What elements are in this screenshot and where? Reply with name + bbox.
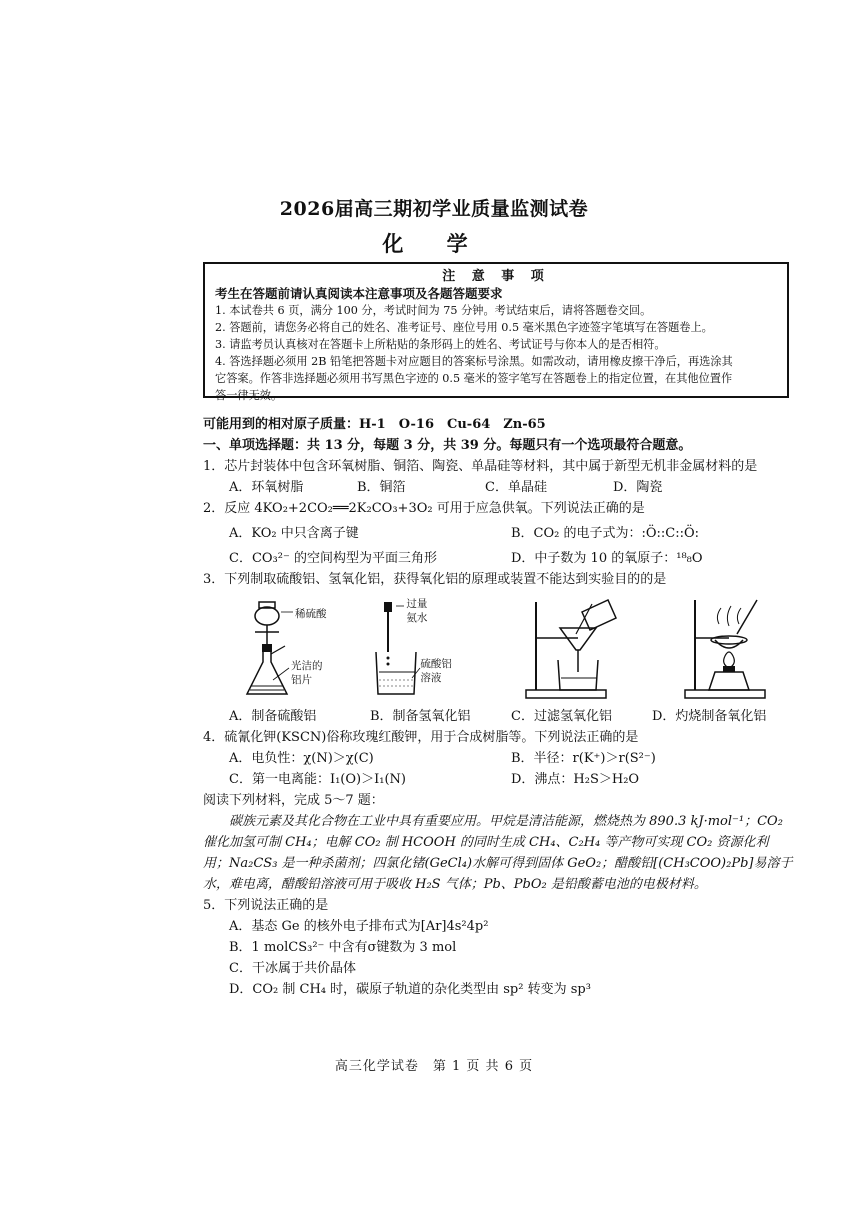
notice-item: 它答案。作答非选择题必须用书写黑色字迹的 0.5 毫米的签字笔写在答题卷上的指定位置，在其他位置作 — [215, 372, 733, 385]
option-a: A．电负性：χ(N)＞χ(C) — [229, 751, 374, 766]
question-4-options-row2 — [203, 769, 793, 790]
option-c: C．干冰属于共价晶体 — [229, 961, 356, 976]
option-a: A．制备硫酸铝 — [229, 709, 317, 724]
option-d: D．沸点：H₂S＞H₂O — [511, 772, 640, 787]
notice-item: 3. 请监考员认真核对在答题卡上所粘贴的条形码上的姓名、考试证号与你本人的是否相符。 — [215, 338, 666, 351]
option-b: B．半径：r(K⁺)＞r(S²⁻) — [511, 751, 656, 766]
option-a: A．基态 Ge 的核外电子排布式为[Ar]4s²4p² — [229, 919, 489, 934]
notice-subtitle: 考生在答题前请认真阅读本注意事项及各题答题要求 — [215, 286, 503, 301]
page-footer: 高三化学试卷 第 1 页 共 6 页 — [334, 1059, 534, 1074]
option-d: D．灼烧制备氧化铝 — [652, 709, 767, 724]
question-2-options-row2 — [203, 548, 793, 569]
exam-body — [203, 414, 793, 1000]
option-b: B．制备氢氧化铝 — [370, 709, 471, 724]
option-b: B．铜箔 — [357, 480, 406, 495]
reading-intro: 阅读下列材料，完成 5～7 题： — [203, 793, 384, 808]
exam-title: 2026届高三期初学业质量监测试卷 — [279, 198, 589, 220]
atomic-mass: 可能用到的相对原子质量：H-1 O-16 Cu-64 Zn-65 — [203, 417, 546, 432]
notice-title: 注 意 事 项 — [442, 269, 550, 284]
reading-material: 碳族元素及其化合物在工业中具有重要应用。甲烷是清洁能源，燃烧热为 890.3 kJ·mol⁻¹；CO₂ 催化加氢可制 CH₄；电解 CO₂ 制 HCOOH 的同时生成 CH₄、C₂H₄ 等产物可实现 CO₂ 资源化利用；Na₂CS₃ 是一种杀菌剂；四氯化锗(GeCl₄)水解可得到固体 GeO₂；醋酸铅[(CH₃COO)₂Pb]易溶于水，难电离，醋酸铅溶液可用于吸收 H₂S 气体；Pb、PbO₂ 是铅酸蓄电池的电极材料。 — [203, 814, 793, 892]
notice-item: 1. 本试卷共 6 页，满分 100 分，考试时间为 75 分钟。考试结束后，请将答题卷交回。 — [215, 304, 652, 317]
notice-item: 答一律无效。 — [215, 389, 283, 402]
notice-box — [203, 262, 789, 402]
option-c: C．第一电离能：I₁(O)＞I₁(N) — [229, 772, 406, 787]
figure-b-label: 溶液 — [420, 672, 442, 684]
exam-subject: 化 学 — [382, 231, 486, 256]
option-c: C．过滤氢氧化铝 — [511, 709, 612, 724]
question-3-stem: 3．下列制取硫酸铝、氢氧化铝，获得氧化铝的原理或装置不能达到实验目的的是 — [203, 572, 667, 587]
figure-a-label: 光洁的 — [291, 660, 323, 672]
figure-a-label: 稀硫酸 — [295, 608, 327, 620]
option-c: C．单晶硅 — [485, 480, 547, 495]
option-d: D．CO₂ 制 CH₄ 时，碳原子轨道的杂化类型由 sp² 转变为 sp³ — [229, 982, 591, 997]
option-b: B．1 molCS₃²⁻ 中含有σ键数为 3 mol — [229, 940, 457, 955]
question-1-options — [203, 477, 793, 498]
question-4-stem: 4．硫氰化钾(KSCN)俗称玫瑰红酸钾，用于合成树脂等。下列说法正确的是 — [203, 730, 639, 745]
figure-b-label: 氨水 — [406, 612, 428, 624]
figure-a-flask — [229, 594, 357, 702]
question-4-options-row1 — [203, 748, 793, 769]
option-d: D．中子数为 10 的氧原子：¹⁸₈O — [511, 551, 703, 566]
figure-a-label: 铝片 — [291, 674, 312, 686]
figure-b-label: 过量 — [406, 598, 428, 610]
figure-b-beaker — [374, 594, 502, 702]
question-3-options — [203, 706, 793, 727]
question-1-stem: 1．芯片封装体中包含环氧树脂、铜箔、陶瓷、单晶硅等材料，其中属于新型无机非金属材料的是 — [203, 459, 758, 474]
figure-d-crucible — [665, 594, 793, 702]
figure-c-filtration — [520, 594, 648, 702]
option-a: A．KO₂ 中只含离子键 — [229, 526, 359, 541]
option-a: A．环氧树脂 — [229, 480, 304, 495]
question-5-stem: 5．下列说法正确的是 — [203, 898, 329, 913]
question-2-options-row1 — [203, 523, 793, 544]
option-d: D．陶瓷 — [613, 480, 663, 495]
section-heading: 一、单项选择题：共 13 分，每题 3 分，共 39 分。每题只有一个选项最符合题意。 — [203, 438, 692, 453]
notice-item: 4. 答选择题必须用 2B 铅笔把答题卡对应题目的答案标号涂黑。如需改动，请用橡皮擦干净后，再选涂其 — [215, 355, 733, 368]
question-2-stem: 2．反应 4KO₂+2CO₂══2K₂CO₃+3O₂ 可用于应急供氧。下列说法正确的是 — [203, 501, 645, 516]
option-c: C．CO₃²⁻ 的空间构型为平面三角形 — [229, 551, 437, 566]
notice-item: 2. 答题前，请您务必将自己的姓名、准考证号、座位号用 0.5 毫米黑色字迹签字笔填写在答题卷上。 — [215, 321, 713, 334]
option-b: B．CO₂ 的电子式为：:Ö::C::Ö: — [511, 526, 700, 541]
figure-b-label: 硫酸铝 — [420, 658, 452, 670]
question-3-figures — [203, 594, 793, 706]
